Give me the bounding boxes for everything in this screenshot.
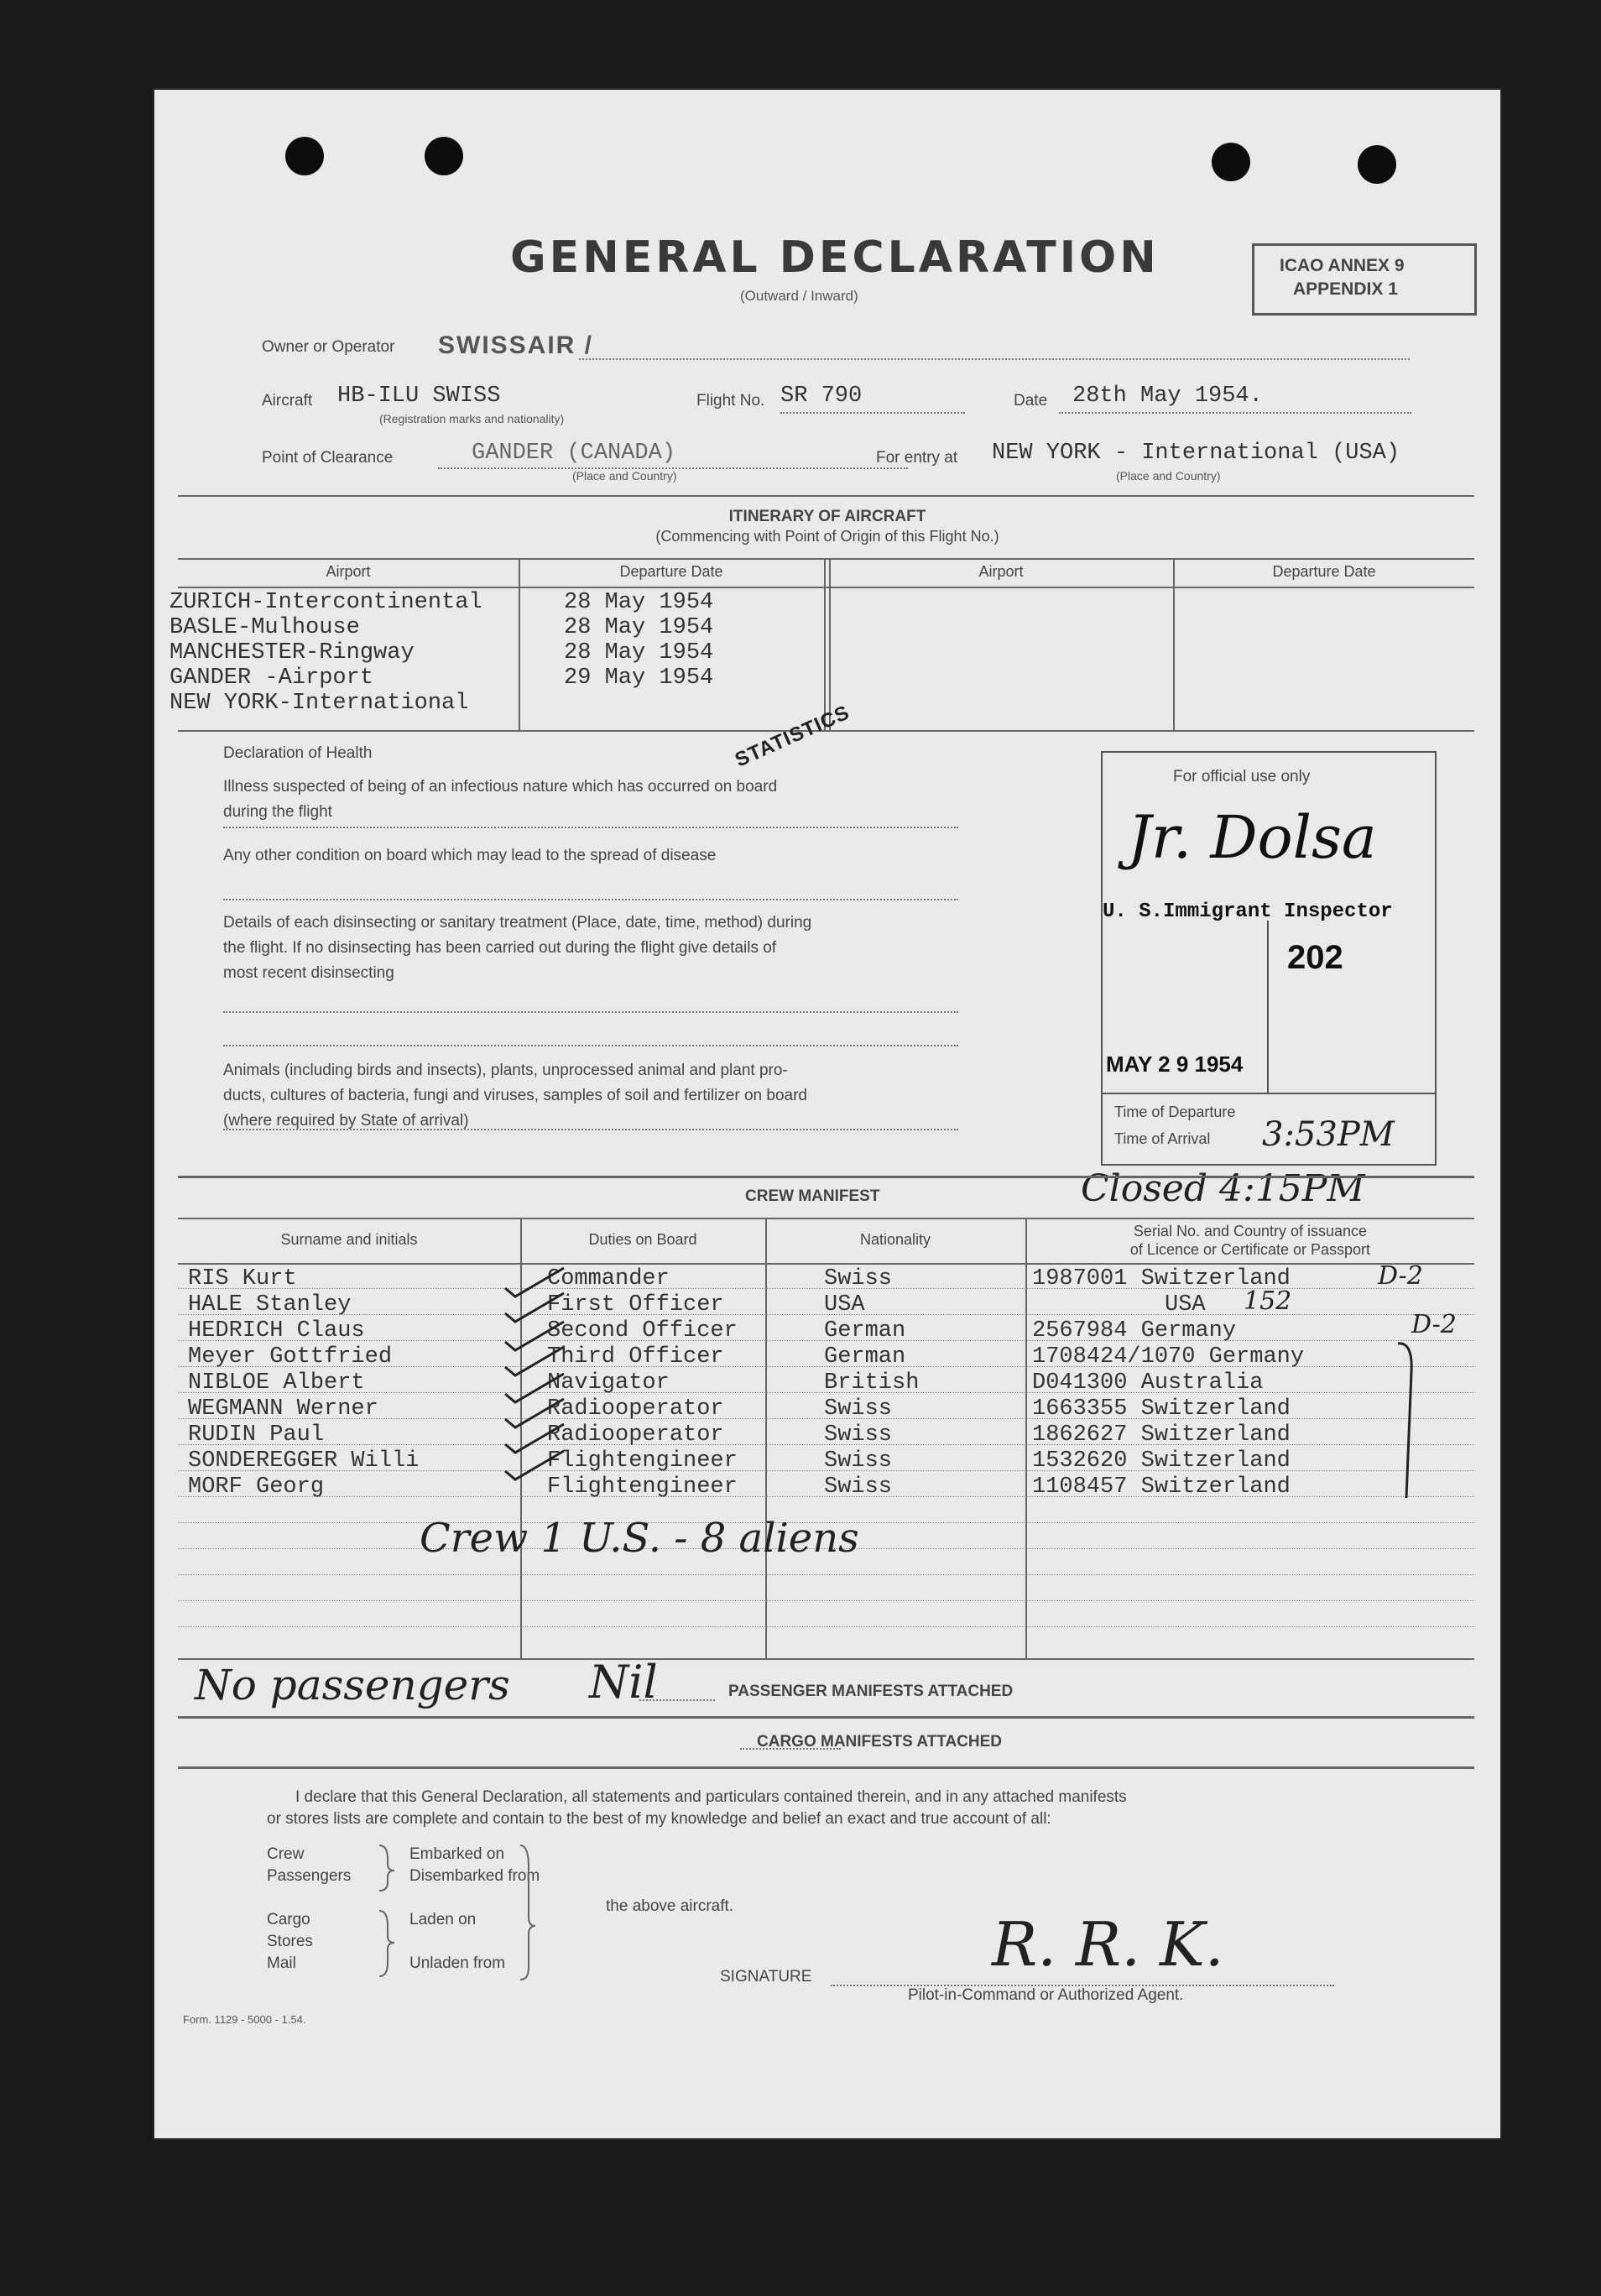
crew-serial: 2567984 Germany bbox=[1032, 1318, 1237, 1344]
crew-row-line bbox=[178, 1574, 1474, 1575]
itinerary-header-line bbox=[178, 587, 1474, 588]
crew-duty: Second Officer bbox=[547, 1318, 738, 1344]
crew-serial: USA bbox=[1165, 1292, 1206, 1318]
crew-nationality: Swiss bbox=[824, 1266, 893, 1292]
crew-total-note: Crew 1 U.S. - 8 aliens bbox=[420, 1515, 859, 1562]
crew-serial: 1708424/1070 Germany bbox=[1032, 1344, 1305, 1370]
crew-nationality: German bbox=[824, 1344, 906, 1370]
itinerary-airport: MANCHESTER-Ringway bbox=[169, 640, 415, 665]
unladen-word: Unladen from bbox=[409, 1954, 506, 1972]
clearance-label: Point of Clearance bbox=[262, 449, 394, 467]
passenger-manifest-label: PASSENGER MANIFESTS ATTACHED bbox=[728, 1683, 1014, 1700]
health-line-3 bbox=[223, 1011, 958, 1013]
stores-word: Stores bbox=[267, 1933, 313, 1950]
crew-duty: First Officer bbox=[547, 1292, 724, 1318]
crew-header-bottom bbox=[178, 1263, 1474, 1265]
passengers-word: Passengers bbox=[267, 1867, 352, 1885]
aircraft-sublabel: (Registration marks and nationality) bbox=[379, 412, 565, 425]
passenger-divider bbox=[178, 1716, 1474, 1719]
official-use-box bbox=[1101, 751, 1437, 1166]
itin-col-4 bbox=[1173, 558, 1175, 730]
itinerary-title: ITINERARY OF AIRCRAFT bbox=[728, 508, 926, 525]
declaration-form bbox=[153, 88, 1502, 2140]
statistics-stamp: STATISTICS bbox=[732, 701, 853, 772]
health-q4a: Animals (including birds and insects), plants, unprocessed animal and plant pro- bbox=[223, 1062, 788, 1079]
itinerary-date: 28 May 1954 bbox=[564, 590, 714, 615]
crew-serial: 1532620 Switzerland bbox=[1032, 1448, 1291, 1474]
owner-label: Owner or Operator bbox=[262, 338, 395, 356]
crew-row-line bbox=[178, 1626, 1474, 1627]
crew-duty: Third Officer bbox=[547, 1344, 724, 1370]
signature-label: SIGNATURE bbox=[720, 1968, 812, 1986]
health-q3a: Details of each disinsecting or sanitary treatment (Place, date, time, method) during bbox=[223, 914, 812, 931]
punch-hole-2 bbox=[425, 137, 463, 175]
closed-note: Closed 4:15PM bbox=[1081, 1167, 1365, 1210]
clearance-value: GANDER (CANADA) bbox=[472, 441, 676, 466]
crew-nationality: Swiss bbox=[824, 1396, 893, 1422]
health-q2: Any other condition on board which may lead to the spread of disease bbox=[223, 847, 717, 864]
crew-serial: 1862627 Switzerland bbox=[1032, 1422, 1291, 1448]
itin-header-departure-1: Departure Date bbox=[619, 563, 723, 580]
form-number: Form. 1129 - 5000 - 1.54. bbox=[183, 2013, 306, 2026]
mail-word: Mail bbox=[267, 1954, 296, 1972]
itin-col-1 bbox=[519, 558, 520, 730]
flight-label: Flight No. bbox=[696, 392, 765, 410]
crew-nationality: Swiss bbox=[824, 1474, 893, 1500]
health-title: Declaration of Health bbox=[223, 744, 373, 762]
aircraft-value: HB-ILU SWISS bbox=[337, 384, 501, 409]
crew-serial: 1108457 Switzerland bbox=[1032, 1474, 1291, 1500]
itin-header-departure-2: Departure Date bbox=[1272, 563, 1376, 580]
itin-header-airport-1: Airport bbox=[326, 563, 371, 580]
punch-hole-3 bbox=[1212, 143, 1250, 181]
departure-time-label: Time of Departure bbox=[1114, 1104, 1236, 1120]
crew-name: RIS Kurt bbox=[188, 1266, 297, 1292]
crew-name: HEDRICH Claus bbox=[188, 1318, 365, 1344]
crew-top bbox=[178, 1176, 1474, 1178]
declaration-line2: or stores lists are complete and contain to the best of my knowledge and belief an exact and true account of all: bbox=[267, 1810, 1051, 1828]
itinerary-top bbox=[178, 558, 1474, 560]
cargo-divider bbox=[178, 1766, 1474, 1769]
cargo-manifest-label: CARGO MANIFESTS ATTACHED bbox=[757, 1733, 1003, 1751]
crew-name: SONDEREGGER Willi bbox=[188, 1448, 420, 1474]
crew-header-nationality: Nationality bbox=[859, 1231, 931, 1248]
crew-col-2 bbox=[765, 1218, 767, 1658]
signature-sublabel: Pilot-in-Command or Authorized Agent. bbox=[908, 1986, 1184, 2004]
crew-title: CREW MANIFEST bbox=[745, 1187, 880, 1205]
health-q3c: most recent disinsecting bbox=[223, 964, 394, 982]
itin-col-2 bbox=[824, 558, 826, 730]
date-label: Date bbox=[1014, 392, 1048, 410]
clearance-line bbox=[438, 467, 908, 469]
health-line-2 bbox=[223, 899, 958, 900]
crew-nationality: German bbox=[824, 1318, 906, 1344]
crew-name: Meyer Gottfried bbox=[188, 1344, 393, 1370]
crew-nationality: Swiss bbox=[824, 1422, 893, 1448]
official-divider bbox=[1267, 921, 1269, 1093]
disembarked-word: Disembarked from bbox=[409, 1867, 540, 1885]
crew-duty: Flightengineer bbox=[547, 1474, 738, 1500]
health-q1b: during the flight bbox=[223, 803, 332, 821]
date-line bbox=[1059, 412, 1411, 414]
crew-nationality: British bbox=[824, 1370, 920, 1396]
itin-header-airport-2: Airport bbox=[978, 563, 1024, 580]
entry-value: NEW YORK - International (USA) bbox=[992, 441, 1400, 466]
nil-note: Nil bbox=[589, 1656, 658, 1709]
crew-header-serial-1: Serial No. and Country of issuance bbox=[1133, 1223, 1368, 1239]
crew-note: D-2 bbox=[1411, 1310, 1457, 1339]
health-line-4 bbox=[223, 1045, 958, 1046]
crew-duty: Radiooperator bbox=[547, 1422, 724, 1448]
official-line bbox=[1103, 1093, 1435, 1094]
official-title: For official use only bbox=[1173, 768, 1311, 785]
cargo-word: Cargo bbox=[267, 1911, 310, 1928]
annex-box bbox=[1252, 243, 1477, 316]
arrival-time-label: Time of Arrival bbox=[1114, 1130, 1211, 1147]
page-title: GENERAL DECLARATION bbox=[510, 232, 1160, 283]
crew-nationality: Swiss bbox=[824, 1448, 893, 1474]
flight-line bbox=[780, 412, 965, 414]
health-q1a: Illness suspected of being of an infectious nature which has occurred on board bbox=[223, 778, 778, 796]
health-q3b: the flight. If no disinsecting has been carried out during the flight give details of bbox=[223, 939, 777, 957]
above-aircraft-text: the above aircraft. bbox=[606, 1897, 734, 1915]
crew-name: RUDIN Paul bbox=[188, 1422, 325, 1448]
itinerary-airport: BASLE-Mulhouse bbox=[169, 615, 360, 640]
crew-header-duties: Duties on Board bbox=[588, 1231, 697, 1248]
health-line-5 bbox=[223, 1129, 958, 1130]
punch-hole-1 bbox=[285, 137, 324, 175]
inspector-signature: Jr. Dolsa bbox=[1128, 803, 1377, 872]
owner-value: SWISSAIR / bbox=[438, 331, 594, 359]
clearance-sublabel: (Place and Country) bbox=[572, 469, 677, 483]
crew-header-top bbox=[178, 1218, 1474, 1219]
check-marks bbox=[497, 1263, 581, 1506]
direction-label: (Outward / Inward) bbox=[740, 288, 858, 304]
itin-col-3 bbox=[829, 558, 831, 730]
annex-line2: APPENDIX 1 bbox=[1293, 279, 1398, 299]
itinerary-date: 29 May 1954 bbox=[564, 665, 714, 691]
crew-header-serial-2: of Licence or Certificate or Passport bbox=[1129, 1241, 1371, 1258]
crew-col-3 bbox=[1025, 1218, 1027, 1658]
crew-row-line bbox=[178, 1600, 1474, 1601]
health-q4c: (where required by State of arrival) bbox=[223, 1112, 469, 1130]
crew-note: 152 bbox=[1244, 1286, 1292, 1316]
entry-label: For entry at bbox=[876, 449, 958, 467]
crew-duty: Navigator bbox=[547, 1370, 670, 1396]
itinerary-date: 28 May 1954 bbox=[564, 640, 714, 665]
crew-serial: 1987001 Switzerland bbox=[1032, 1266, 1291, 1292]
crew-duty: Flightengineer bbox=[547, 1448, 738, 1474]
health-q4b: ducts, cultures of bacteria, fungi and viruses, samples of soil and fertilizer on board bbox=[223, 1087, 807, 1104]
health-line-1 bbox=[223, 827, 958, 828]
flight-value: SR 790 bbox=[780, 384, 863, 409]
declaration-braces bbox=[379, 1842, 539, 1985]
date-stamp: MAY 2 9 1954 bbox=[1106, 1051, 1244, 1077]
crew-name: WEGMANN Werner bbox=[188, 1396, 378, 1422]
crew-bottom bbox=[178, 1658, 1474, 1660]
aircraft-label: Aircraft bbox=[262, 392, 313, 410]
crew-nationality: USA bbox=[824, 1292, 865, 1318]
embarked-word: Embarked on bbox=[409, 1845, 505, 1863]
passenger-manifest-line bbox=[639, 1699, 715, 1701]
signature-value: R. R. K. bbox=[992, 1909, 1224, 1980]
crew-serial: 1663355 Switzerland bbox=[1032, 1396, 1291, 1422]
bracket-mark bbox=[1395, 1338, 1428, 1506]
crew-serial: D041300 Australia bbox=[1032, 1370, 1264, 1396]
crew-duty: Commander bbox=[547, 1266, 670, 1292]
punch-hole-4 bbox=[1358, 145, 1396, 184]
crew-name: MORF Georg bbox=[188, 1474, 325, 1500]
divider-top bbox=[178, 495, 1474, 497]
owner-line bbox=[579, 358, 1410, 360]
crew-name: NIBLOE Albert bbox=[188, 1370, 365, 1396]
crew-word: Crew bbox=[267, 1845, 305, 1863]
laden-word: Laden on bbox=[409, 1911, 477, 1928]
date-value: 28th May 1954. bbox=[1072, 384, 1263, 409]
inspector-number: 202 bbox=[1287, 939, 1343, 976]
arrival-time-value: 3:53PM bbox=[1262, 1115, 1395, 1154]
crew-note: D-2 bbox=[1378, 1261, 1423, 1291]
crew-name: HALE Stanley bbox=[188, 1292, 352, 1318]
itinerary-airport: GANDER -Airport bbox=[169, 665, 374, 691]
itinerary-subtitle: (Commencing with Point of Origin of this Flight No.) bbox=[655, 528, 999, 545]
itinerary-airport: NEW YORK-International bbox=[169, 691, 469, 716]
entry-sublabel: (Place and Country) bbox=[1116, 469, 1221, 483]
declaration-line1: I declare that this General Declaration, all statements and particulars contained therein, and in any attached manifests bbox=[295, 1788, 1127, 1806]
itinerary-airport: ZURICH-Intercontinental bbox=[169, 590, 482, 615]
no-passengers-note: No passengers bbox=[195, 1661, 510, 1709]
itinerary-date: 28 May 1954 bbox=[564, 615, 714, 640]
crew-header-name: Surname and initials bbox=[280, 1231, 418, 1248]
crew-duty: Radiooperator bbox=[547, 1396, 724, 1422]
inspector-title: U. S.Immigrant Inspector bbox=[1103, 900, 1393, 923]
annex-line1: ICAO ANNEX 9 bbox=[1280, 256, 1405, 275]
